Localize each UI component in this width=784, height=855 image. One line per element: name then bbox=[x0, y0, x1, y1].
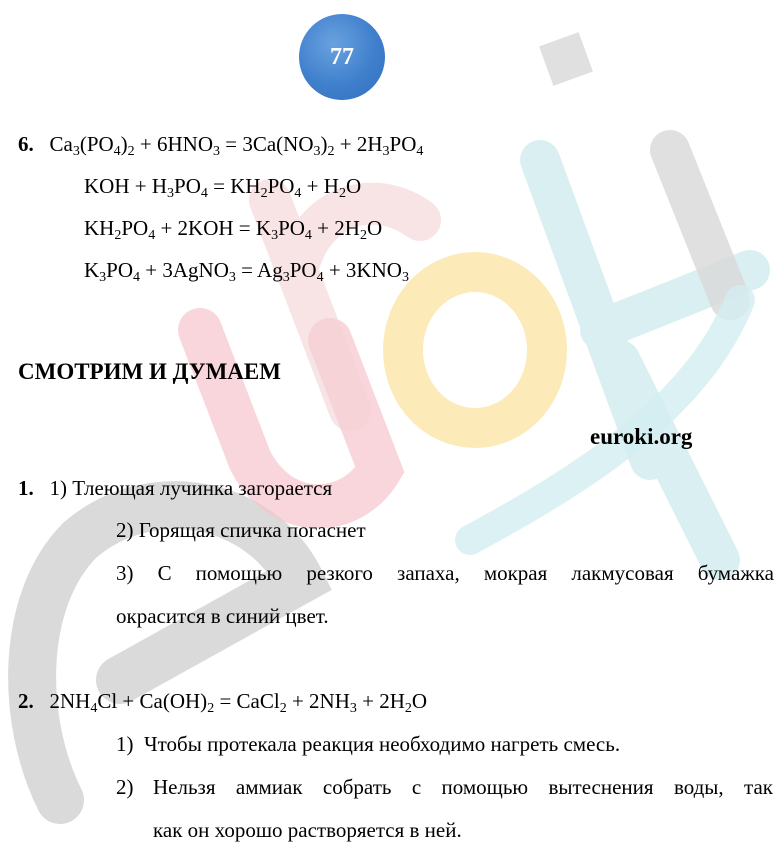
chem-text: + 2H bbox=[334, 132, 383, 156]
chem-sub: 2 bbox=[338, 186, 346, 201]
chem-sub: 4 bbox=[133, 270, 141, 285]
chem-sub: 3 bbox=[167, 186, 175, 201]
chem-sub: 2 bbox=[327, 144, 335, 159]
chem-sub: 3 bbox=[99, 270, 107, 285]
task6-eq4 bbox=[84, 257, 409, 283]
task1-item1-text: 1) Тлеющая лучинка загорается bbox=[49, 476, 333, 500]
chem-sub: 4 bbox=[294, 186, 302, 201]
task6-eq3 bbox=[84, 215, 382, 241]
chem-sub: 4 bbox=[416, 144, 424, 159]
chem-sub: 2 bbox=[359, 228, 367, 243]
task2-item1-text: Чтобы протекала реакция необходимо нагреть смесь. bbox=[144, 732, 621, 756]
chem-text: Ca bbox=[49, 132, 73, 156]
chem-sub: 2 bbox=[207, 701, 215, 716]
chem-text: PO bbox=[389, 132, 417, 156]
task6-eq2 bbox=[84, 173, 361, 199]
chem-sub: 4 bbox=[90, 701, 98, 716]
chem-text: O bbox=[345, 174, 362, 198]
chem-text: + H bbox=[301, 174, 339, 198]
chem-sub: 2 bbox=[114, 228, 122, 243]
task1-item3-line1: 3) С помощью резкого запаха, мокрая лакмусовая бумажка bbox=[116, 561, 774, 585]
chem-text: + 3AgNO bbox=[140, 258, 229, 282]
chem-text: = KH bbox=[207, 174, 261, 198]
chem-text: ) bbox=[120, 132, 128, 156]
task2-item2-line2: как он хорошо растворяется в ней. bbox=[153, 818, 462, 842]
chem-sub: 3 bbox=[313, 144, 321, 159]
task2-item1 bbox=[116, 731, 620, 757]
page-number: 77 bbox=[330, 43, 354, 70]
task1-item1 bbox=[18, 475, 332, 501]
chem-sub: 3 bbox=[382, 144, 390, 159]
chem-text: KOH + H bbox=[84, 174, 168, 198]
chem-text: + 2H bbox=[311, 216, 360, 240]
site-name: euroki.org bbox=[590, 424, 693, 449]
task1-number: 1. bbox=[18, 476, 34, 500]
chem-text: + 2NH bbox=[286, 689, 350, 713]
chem-text: O bbox=[411, 689, 428, 713]
chem-text: = 3Ca(NO bbox=[220, 132, 314, 156]
chem-text: KH bbox=[84, 216, 115, 240]
chem-text: PO bbox=[121, 216, 149, 240]
task6-number: 6. bbox=[18, 132, 34, 156]
chem-text: PO bbox=[174, 174, 201, 198]
chem-sub: 3 bbox=[349, 701, 357, 716]
chem-text: PO bbox=[106, 258, 134, 282]
chem-text: ) bbox=[320, 132, 328, 156]
chem-text: + 2KOH = K bbox=[155, 216, 272, 240]
chem-text: PO bbox=[267, 174, 295, 198]
chem-sub: 3 bbox=[401, 270, 409, 285]
chem-text: + 2H bbox=[356, 689, 405, 713]
chem-sub: 3 bbox=[282, 270, 290, 285]
task6-eq1 bbox=[18, 131, 423, 157]
task1-item2: 2) Горящая спичка погаснет bbox=[116, 518, 366, 542]
chem-sub: 2 bbox=[260, 186, 268, 201]
chem-sub: 4 bbox=[304, 228, 312, 243]
chem-text: = Ag bbox=[235, 258, 283, 282]
chem-text: (PO bbox=[79, 132, 114, 156]
chem-sub: 4 bbox=[148, 228, 156, 243]
chem-sub: 4 bbox=[113, 144, 121, 159]
chem-text: O bbox=[366, 216, 383, 240]
task1-item3-line2: окрасится в синий цвет. bbox=[116, 604, 329, 628]
chem-sub: 2 bbox=[127, 144, 135, 159]
chem-text: + 6HNO bbox=[134, 132, 214, 156]
chem-sub: 4 bbox=[316, 270, 324, 285]
chem-sub: 3 bbox=[228, 270, 236, 285]
task2-eq bbox=[18, 688, 427, 714]
chem-sub: 2 bbox=[404, 701, 412, 716]
chem-sub: 4 bbox=[200, 186, 208, 201]
chem-text: + 3KNO bbox=[323, 258, 402, 282]
chem-sub: 2 bbox=[279, 701, 287, 716]
chem-text: PO bbox=[278, 216, 305, 240]
chem-sub: 3 bbox=[72, 144, 80, 159]
chem-text: K bbox=[84, 258, 100, 282]
task2-item2-line1: Нельзя аммиак собрать с помощью вытеснения воды, так bbox=[153, 775, 773, 799]
task2-number: 2. bbox=[18, 689, 34, 713]
task2-item2-marker: 2) bbox=[116, 775, 134, 799]
chem-text: Cl + Ca(OH) bbox=[97, 689, 208, 713]
chem-text: PO bbox=[289, 258, 317, 282]
chem-text: 2NH bbox=[49, 689, 91, 713]
task2-item1-marker: 1) bbox=[116, 732, 134, 756]
chem-sub: 3 bbox=[271, 228, 279, 243]
chem-text: = CaCl bbox=[214, 689, 280, 713]
section-heading: СМОТРИМ И ДУМАЕМ bbox=[18, 359, 281, 384]
page-number-badge bbox=[299, 14, 385, 100]
chem-sub: 3 bbox=[213, 144, 221, 159]
